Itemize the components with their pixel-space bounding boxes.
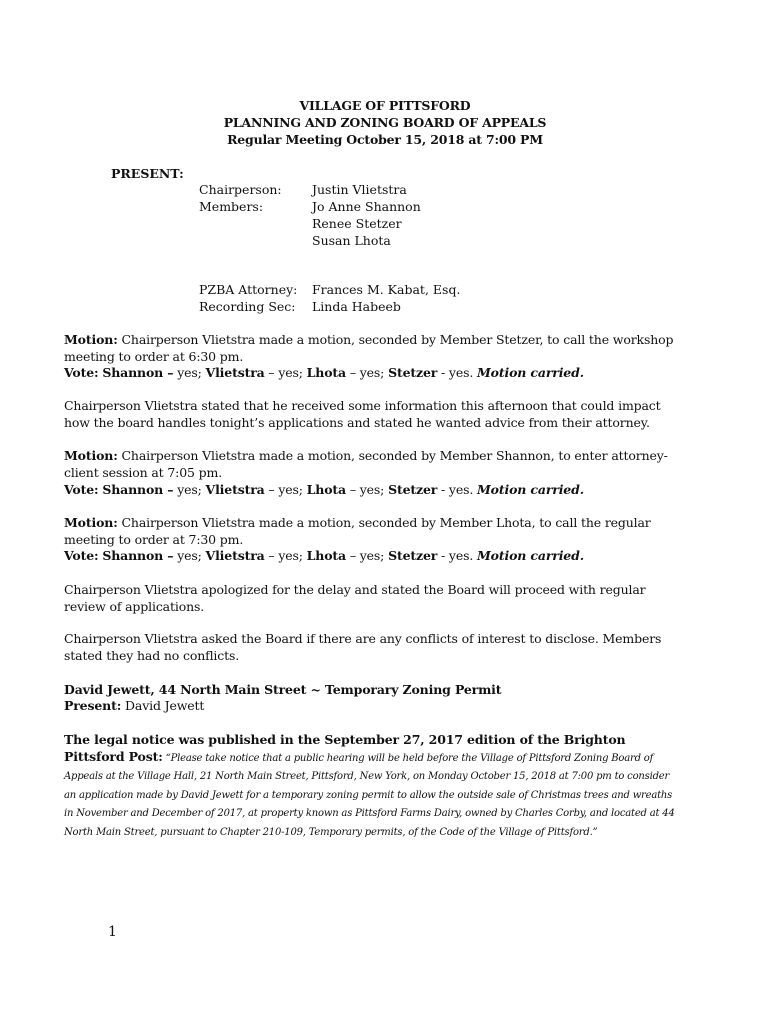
application-title: David Jewett, 44 North Main Street ~ Temporary Zoning Permit <box>64 682 502 697</box>
vote-yes: – yes; <box>264 365 307 380</box>
vote-shannon: Shannon – <box>102 365 174 380</box>
vote-line <box>64 365 684 382</box>
motion-text: Chairperson Vlietstra made a motion, seconded by Member Stetzer, to call the workshop meeting to order at 6:30 pm. <box>64 332 674 364</box>
vote-vlietstra: Vlietstra <box>205 482 265 497</box>
vote-yes: yes; <box>173 548 206 563</box>
legal-notice-heading: The legal notice was published in the September 27, 2017 edition of the Brighton Pittsford Post: <box>64 732 626 764</box>
vote-lhota: Lhota <box>306 365 347 380</box>
vote-vlietstra: Vlietstra <box>205 365 265 380</box>
attorney-label: PZBA Attorney: <box>199 282 298 297</box>
vote-yes: – yes; <box>346 365 389 380</box>
secretary-name: Linda Habeeb <box>312 299 401 314</box>
vote-shannon: Shannon – <box>102 548 174 563</box>
vote-yes: – yes; <box>264 548 307 563</box>
vote-lhota: Lhota <box>306 482 347 497</box>
vote-vlietstra: Vlietstra <box>205 548 265 563</box>
vote-yes: yes; <box>173 365 206 380</box>
vote-yes: – yes; <box>346 482 389 497</box>
motion-carried: Motion carried. <box>477 482 584 497</box>
paragraph-delay: Chairperson Vlietstra apologized for the delay and stated the Board will proceed with regular review of applications. <box>64 582 646 614</box>
vote-stetzer: Stetzer <box>388 482 438 497</box>
motion-text: Chairperson Vlietstra made a motion, seconded by Member Lhota, to call the regular meeting to order at 7:30 pm. <box>64 515 651 547</box>
header-meeting: Regular Meeting October 15, 2018 at 7:00 PM <box>227 132 543 147</box>
paragraph-advice: Chairperson Vlietstra stated that he received some information this afternoon that could impact how the board handles tonight’s applications and stated he wanted advice from their attorney. <box>64 398 661 430</box>
header-village: VILLAGE OF PITTSFORD <box>299 98 471 113</box>
motion-attorney-client <box>64 448 684 481</box>
vote-yes: – yes; <box>264 482 307 497</box>
present-name: David Jewett <box>121 698 205 713</box>
member-name: Jo Anne Shannon <box>312 199 421 214</box>
vote-yes: - yes. <box>437 548 477 563</box>
motion-text: Chairperson Vlietstra made a motion, seconded by Member Shannon, to enter attorney-client session at 7:05 pm. <box>64 448 668 480</box>
motion-carried: Motion carried. <box>477 548 584 563</box>
present-label: Present: <box>64 698 122 713</box>
motion-label: Motion: <box>64 448 118 463</box>
motion-regular <box>64 515 684 548</box>
vote-stetzer: Stetzer <box>388 365 438 380</box>
vote-line <box>64 482 684 499</box>
motion-label: Motion: <box>64 332 118 347</box>
vote-label: Vote: <box>64 365 99 380</box>
motion-label: Motion: <box>64 515 118 530</box>
vote-shannon: Shannon – <box>102 482 174 497</box>
attorney-name: Frances M. Kabat, Esq. <box>312 282 461 297</box>
motion-workshop <box>64 332 684 365</box>
vote-yes: - yes. <box>437 365 477 380</box>
present-heading: PRESENT: <box>111 166 184 181</box>
chair-name: Justin Vlietstra <box>312 182 407 197</box>
paragraph-conflicts: Chairperson Vlietstra asked the Board if there are any conflicts of interest to disclose. Members stated they had no conflicts. <box>64 631 662 663</box>
legal-notice-lead <box>64 732 684 842</box>
legal-notice-text: “Please take notice that a public hearing will be held before the Village of Pittsford Zoning Board of Appeals at the Village Hall, 21 North Main Street, Pittsford, New York, on Monday October 15, 2018 at 7:00 pm to consider an application made by David Jewett for a temporary zoning permit to allow the outside sale of Christmas trees and wreaths in November and December of 2017, at property known as Pittsford Farms Dairy, owned by Charles Corby, and located at 44 North Main Street, pursuant to Chapter 210-109, Temporary permits, of the Code of the Village of Pittsford.” <box>64 752 675 838</box>
header-board: PLANNING AND ZONING BOARD OF APPEALS <box>223 115 547 130</box>
vote-line <box>64 548 684 565</box>
vote-yes: yes; <box>173 482 206 497</box>
members-label: Members: <box>199 199 264 214</box>
vote-label: Vote: <box>64 482 99 497</box>
chair-label: Chairperson: <box>199 182 282 197</box>
application-present <box>64 698 684 715</box>
vote-stetzer: Stetzer <box>388 548 438 563</box>
member-name: Renee Stetzer <box>312 216 402 231</box>
secretary-label: Recording Sec: <box>199 299 296 314</box>
vote-yes: – yes; <box>346 548 389 563</box>
page-number: 1 <box>108 924 117 940</box>
vote-lhota: Lhota <box>306 548 347 563</box>
vote-label: Vote: <box>64 548 99 563</box>
vote-yes: - yes. <box>437 482 477 497</box>
motion-carried: Motion carried. <box>477 365 584 380</box>
member-name: Susan Lhota <box>312 233 391 248</box>
